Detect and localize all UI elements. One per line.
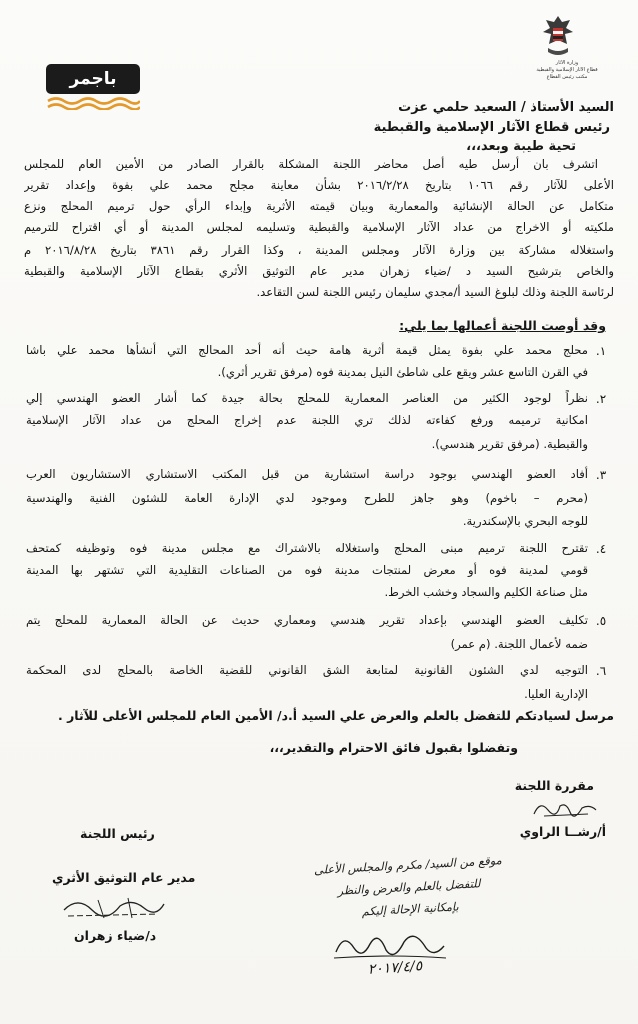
handwritten-note-line: بإمكانية الإحالة إليكم bbox=[361, 899, 459, 919]
recommendation-line: تكليف العضو الهندسي بإعداد تقرير هندسي ومعماري حديث عن الحالة المعمارية للمحلج يتم bbox=[26, 613, 588, 627]
recommendation-line: أفاد العضو الهندسي بوجود دراسة استشارية من قبل المكتب الاستشاري الاستشاريون العرب bbox=[26, 467, 588, 481]
chair-signature-icon bbox=[58, 888, 168, 924]
body-line: واستغلاله مشاركة بين وزارة الآثار ومجلس المدينة ، وكذا القرار رقم ٣٨٦١ بتاريخ ٢٠١٦/٨/٢٨ م bbox=[24, 243, 614, 257]
greeting: تحية طيبة وبعد،،، bbox=[466, 139, 576, 154]
body-line: الأعلى للآثار رقم ١٠٦٦ بتاريخ ٢٠١٦/٢/٢٨ بشأن معاينة مجلح محمد علي بفوة وإعداد تقرير bbox=[24, 178, 614, 192]
body-line: متكامل عن الحالة الإنشائية والمعمارية وبيان قيمته الأثرية وإبداء الرأي حول ترميم المحلج ونزع bbox=[24, 199, 614, 213]
body-line: لرئاسة اللجنة وذلك لبلوغ السيد أ/مجدي سليمان رئيس اللجنة لسن التقاعد. bbox=[256, 285, 614, 299]
logo-text: باجمر bbox=[69, 69, 117, 89]
recommendation-line: امكانية ترميمه ورفع كفاءته لذلك تري اللجنة عدم إخراج المحلج من عداد الآثار الإسلامية bbox=[26, 413, 588, 427]
rapporteur-name: أ/رشــا الراوي bbox=[519, 824, 606, 839]
recommendation-line: تقترح اللجنة ترميم مبنى المحلج واستغلاله بالاشتراك مع مجلس مدينة فوه وتوظيفه كمتحف bbox=[26, 541, 588, 555]
ministry-header bbox=[522, 60, 612, 81]
rapporteur-title: مقررة اللجنة bbox=[514, 778, 594, 793]
eagle-emblem-icon bbox=[540, 14, 576, 60]
recipient-title: رئيس قطاع الآثار الإسلامية والقبطية bbox=[373, 120, 610, 135]
recommendation-line: نظراً لوجود الكثير من العناصر المعمارية للمحلج بحالة جيدة كما أشار العضو الهندسي إلي bbox=[26, 391, 588, 405]
recommendation-line: قومي لمدينة فوه أو معرض لمنتجات مدينة فوه من الصناعات التقليدية التي تشتهر بها المدينة bbox=[26, 563, 588, 577]
body-line: اتشرف بان أرسل طيه أصل محاضر اللجنة المشكلة بالقرار الصادر من الأمين العام للمجلس bbox=[24, 157, 598, 171]
handwritten-note-line: موقع من السيد/ مكرم والمجلس الأعلى bbox=[313, 853, 503, 877]
recommendation-line: الإدارية العليا. bbox=[524, 687, 588, 701]
handwritten-date: ٢٠١٧/٤/٥ bbox=[367, 958, 423, 978]
recommendation-line: والقبطية. (مرفق تقرير هندسي). bbox=[431, 437, 588, 451]
item-number: ٣. bbox=[595, 468, 607, 482]
ministry-line: مكتب رئيس القطاع bbox=[546, 74, 588, 80]
handwritten-note bbox=[302, 849, 515, 926]
recommendations-heading: وقد أوصت اللجنة أعمالها بما يلي: bbox=[399, 318, 606, 333]
item-number: ٤. bbox=[595, 542, 607, 556]
ministry-line: قطاع الآثار الإسلامية والقبطية bbox=[536, 67, 598, 73]
item-number: ١. bbox=[595, 344, 607, 358]
recommendation-line: (محرم – باخوم) وهو جاهز للطرح وموجود لدي الإدارة العامة للشئون الفنية والهندسية bbox=[26, 491, 588, 505]
item-number: ٢. bbox=[595, 392, 607, 406]
chair-title: رئيس اللجنة bbox=[80, 826, 155, 841]
rapporteur-signature-icon bbox=[530, 796, 600, 820]
recommendation-line: محلج محمد علي بفوة يمثل قيمة أثرية هامة حيث أنه أحد المحالج التي أنشأها محمد علي باشا bbox=[26, 343, 588, 357]
chair-role: مدير عام التوثيق الأثري bbox=[52, 870, 196, 885]
ministry-line: وزارة الآثار bbox=[555, 60, 579, 66]
recommendation-line: ضمه لأعمال اللجنة. (م عمر) bbox=[450, 637, 588, 651]
recommendation-line: في القرن التاسع عشر ويقع على شاطئ النيل بمدينة فوه (مرفق تقرير أثري). bbox=[217, 365, 588, 379]
recommendation-line: مثل صناعة الكليم والسجاد وخشب الخرط. bbox=[384, 585, 588, 599]
news-logo bbox=[46, 64, 140, 94]
logo-wave-icon bbox=[46, 96, 140, 110]
item-number: ٥. bbox=[595, 614, 607, 628]
closing-line: مرسل لسيادتكم للتفضل بالعلم والعرض علي السيد أ.د/ الأمين العام للمجلس الأعلى للآثار . bbox=[58, 708, 614, 723]
closing-regards: وتفضلوا بقبول فائق الاحترام والتقدير،،، bbox=[269, 740, 518, 755]
recommendation-line: للوجه البحري بالإسكندرية. bbox=[462, 514, 588, 528]
recipient-name: السيد الأستاذ / السعيد حلمي عزت bbox=[398, 100, 614, 115]
item-number: ٦. bbox=[595, 664, 607, 678]
body-line: والخاص بترشيح السيد د /ضياء زهران مدير عام التوثيق الأثري بقطاع الآثار الإسلامية والقبطية bbox=[24, 264, 614, 278]
body-line: ملكيته أو الاخراج من عداد الآثار الإسلامية والقبطية وتسليمه لمجلس المدينة أو أي اقتراح للترميم bbox=[24, 220, 614, 234]
chair-name: د/ضياء زهران bbox=[74, 928, 157, 943]
handwritten-note-line: للتفضل بالعلم والعرض والنظر bbox=[337, 876, 481, 898]
recommendation-line: التوجيه لدي الشئون القانونية لمتابعة الشق القانوني للقضية الخاصة بالمحلج لدى المحكمة bbox=[26, 663, 588, 677]
